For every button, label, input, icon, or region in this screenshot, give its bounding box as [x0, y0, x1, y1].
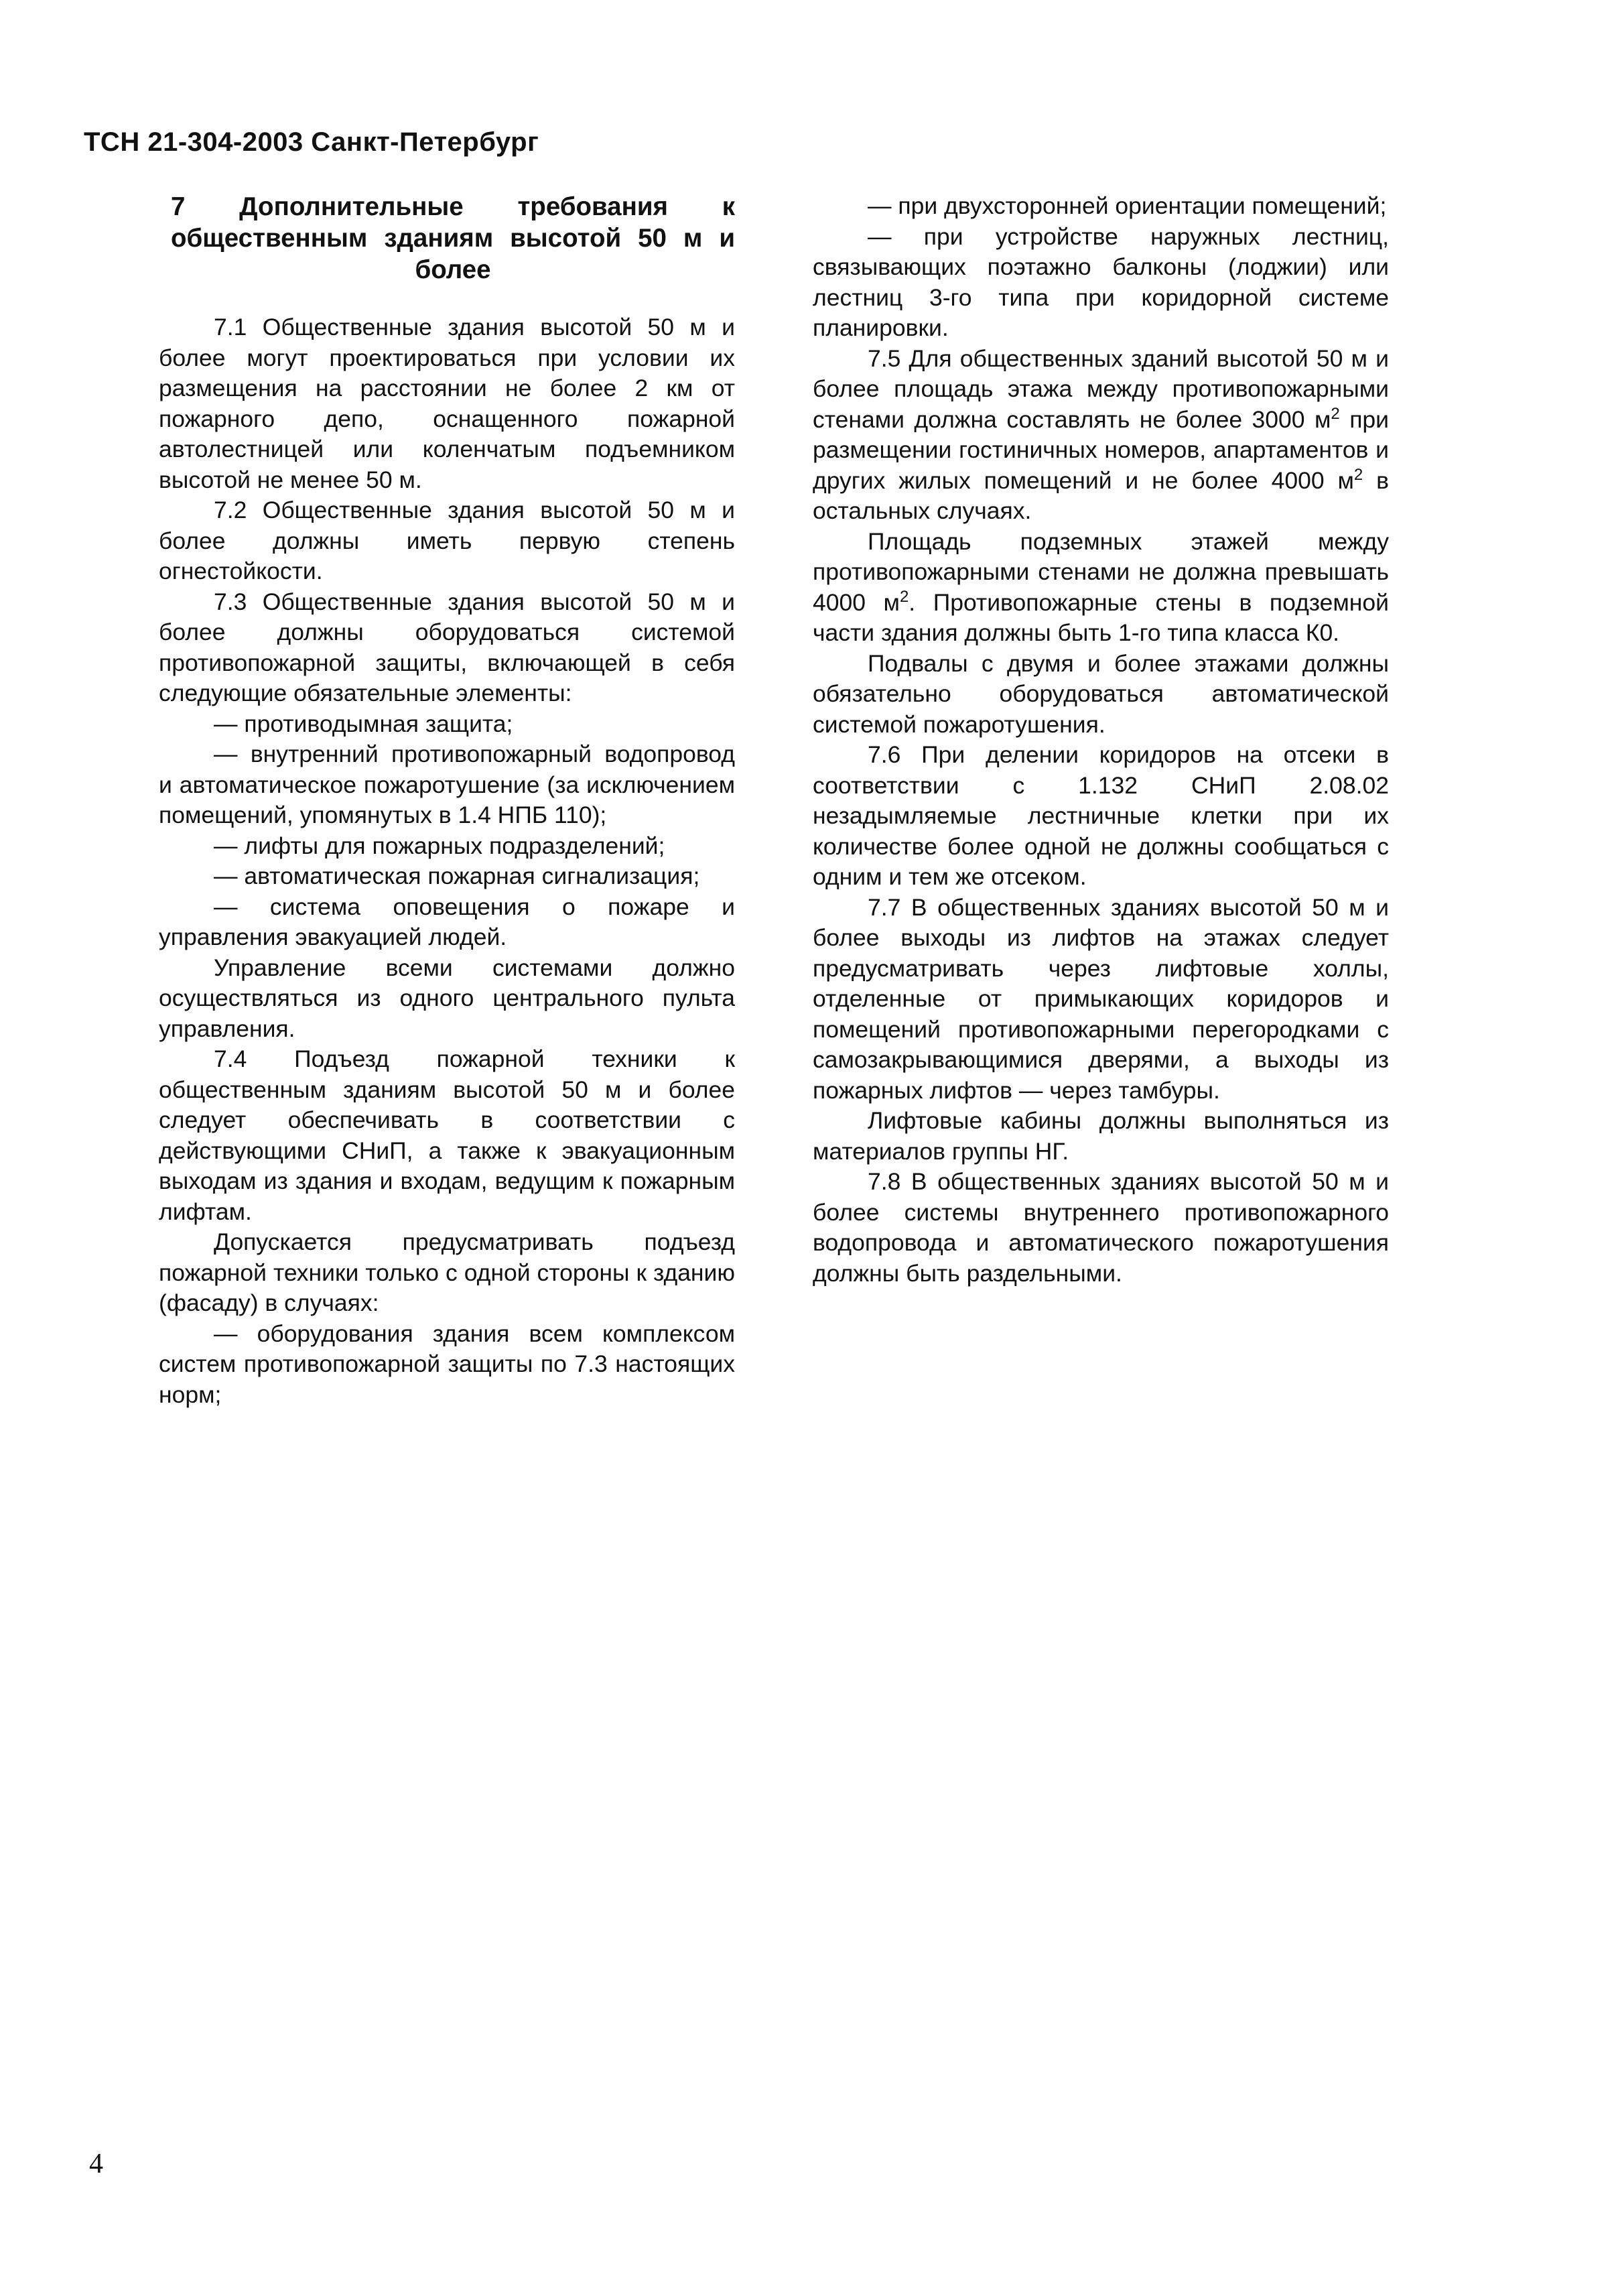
paragraph: Управление всеми системами должно осуществляться из одного центрального пульта управления.: [159, 954, 735, 1042]
paragraph: 7.7 В общественных зданиях высотой 50 м и более выходы из лифтов на этажах следует предусматривать через лифтовые холлы, отделенные от примыкающих коридоров и помещений противопожарными перегородками с самозакрывающимися дверями, а выходы из пожарных лифтов — через тамбуры.: [813, 893, 1389, 1104]
superscript: 2: [1353, 465, 1363, 484]
list-item: — лифты для пожарных подразделений;: [214, 832, 665, 859]
text-run: в остальных случаях.: [813, 466, 1389, 524]
list-item: — система оповещения о пожаре и управления эвакуацией людей.: [159, 893, 735, 950]
paragraph: 7.1 Общественные здания высотой 50 м и более могут проектироваться при условии их размещения на расстоянии не более 2 км от пожарного депо, оснащенного пожарной автолестницей или коленчатым подъемником высотой не менее 50 м.: [159, 314, 735, 493]
paragraph: 7.4 Подъезд пожарной техники к общественным зданиям высотой 50 м и более следует обеспечивать в соответствии с действующими СНиП, а также к эвакуационным выходам из здания и входам, ведущим к пожарным лифтам.: [159, 1045, 735, 1225]
list-item: — противодымная защита;: [214, 710, 513, 737]
left-column: [159, 191, 735, 1410]
paragraph: 7.6 При делении коридоров на отсеки в соответствии с 1.132 СНиП 2.08.02 незадымляемые лестничные клетки при их количестве более одной не должны сообщаться с одним и тем же отсеком.: [813, 741, 1389, 890]
text-run: при размещении гостиничных номеров, апартаментов и других жилых помещений и не более 4000 м: [813, 405, 1389, 494]
list-item: — при устройстве наружных лестниц, связывающих поэтажно балконы (лоджии) или лестниц 3-го типа при коридорной системе планировки.: [813, 222, 1389, 341]
list-item: — оборудования здания всем комплексом систем противопожарной защиты по 7.3 настоящих норм;: [159, 1320, 735, 1408]
page-number: 4: [89, 2149, 103, 2179]
superscript: 2: [899, 587, 909, 606]
paragraph: 7.8 В общественных зданиях высотой 50 м и более системы внутреннего противопожарного водопровода и автоматического пожаротушения должны быть раздельными.: [813, 1168, 1389, 1287]
superscript: 2: [1331, 404, 1340, 423]
section-title: 7 Дополнительные требования к общественным зданиям высотой 50 м и более: [171, 192, 735, 284]
running-header: ТСН 21-304-2003 Санкт-Петербург: [84, 127, 539, 157]
text-run: Площадь подземных этажей между противопожарными стенами не должна превышать 4000 м: [813, 527, 1389, 616]
list-item: — при двухсторонней ориентации помещений;: [868, 192, 1387, 219]
paragraph: Допускается предусматривать подъезд пожарной техники только с одной стороны к зданию (фасаду) в случаях:: [159, 1228, 735, 1316]
text-run: . Противопожарные стены в подземной части здания должны быть 1-го типа класса К0.: [813, 588, 1389, 646]
list-item: — внутренний противопожарный водопровод и автоматическое пожаротушение (за исключением помещений, упомянутых в 1.4 НПБ 110);: [159, 741, 735, 828]
paragraph: Лифтовые кабины должны выполняться из материалов группы НГ.: [813, 1107, 1389, 1165]
list-item: — автоматическая пожарная сигнализация;: [214, 863, 700, 889]
paragraph-underground: [813, 527, 1389, 649]
paragraph: Подвалы с двумя и более этажами должны обязательно оборудоваться автоматической системой пожаротушения.: [813, 649, 1389, 738]
paragraph-7-5: [813, 344, 1389, 527]
paragraph: 7.2 Общественные здания высотой 50 м и более должны иметь первую степень огнестойкости.: [159, 497, 735, 584]
right-column: [813, 191, 1389, 1289]
paragraph: 7.3 Общественные здания высотой 50 м и более должны оборудоваться системой противопожарной защиты, включающей в себя следующие обязательные элементы:: [159, 588, 735, 706]
text-run: 7.5 Для общественных зданий высотой 50 м и более площадь этажа между противопожарными стенами должна составлять не более 3000 м: [813, 344, 1389, 433]
